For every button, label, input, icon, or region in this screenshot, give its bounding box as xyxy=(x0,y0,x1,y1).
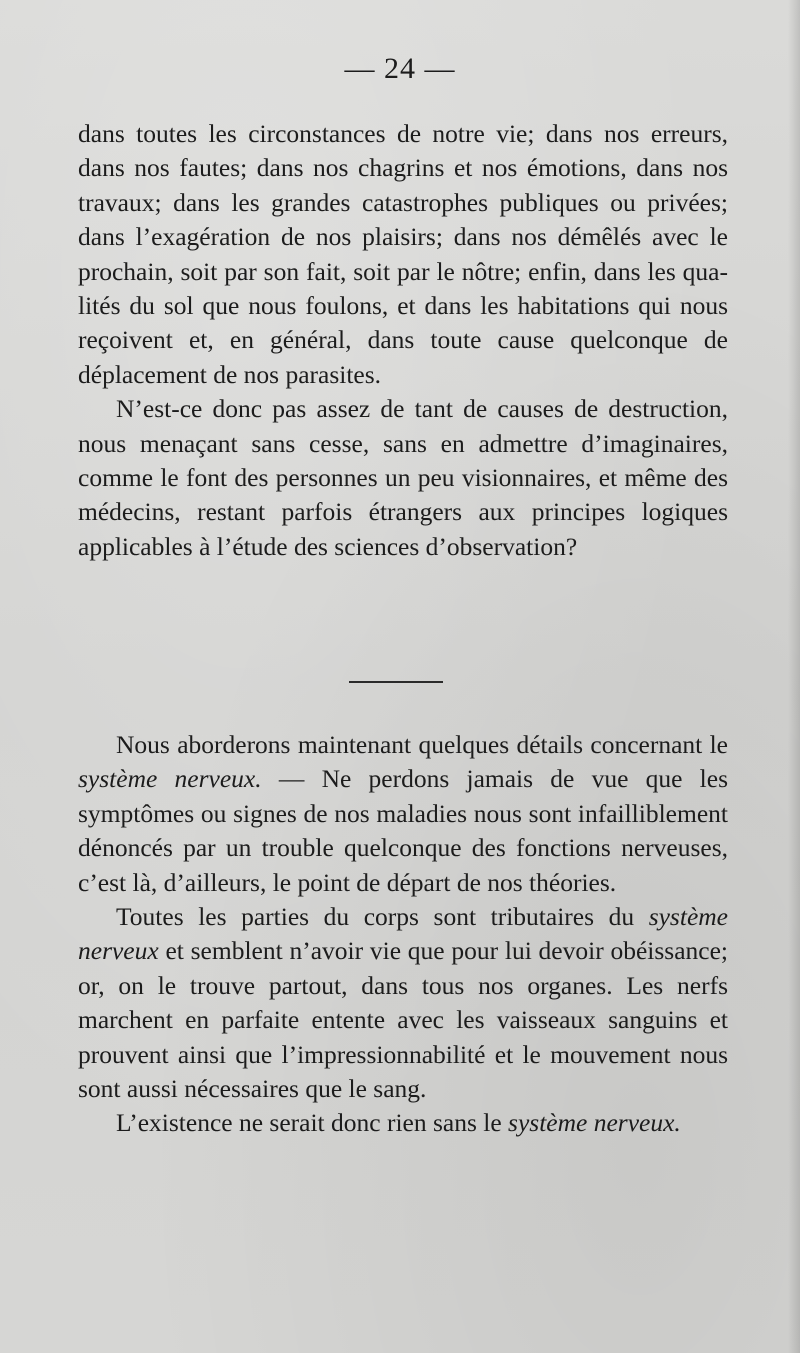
text-run: et semblent n’avoir vie que pour lui devoir obéissance; or, on le trouve partout, dans tous nos organes. Les nerfs marchent en parfaite entente avec les vaisseaux sanguins et prouvent ainsi que l’impressionnabilité et le mouvement nous sont aussi nécessaires que le sang. xyxy=(78,936,728,1104)
paragraph-tributaires xyxy=(78,900,728,1106)
text-run: Nous aborderons maintenant quelques détails concernant le xyxy=(116,730,728,759)
italic-term: système nerveux xyxy=(78,902,728,966)
text-run: Toutes les parties du corps sont tributaires du xyxy=(116,902,649,932)
text-run: — Ne perdons jamais de vue que les symptômes ou signes de nos maladies nous sont infailliblement dénoncés par un trouble quelconque des fonctions nerveuses, c’est là, d’ailleurs, le point de départ de nos théories. xyxy=(78,764,729,897)
paragraph-existence xyxy=(78,1106,728,1140)
italic-term: système nerveux. xyxy=(78,764,262,794)
text-run: L’existence ne serait donc rien sans le xyxy=(116,1108,509,1138)
text-section-1 xyxy=(78,117,728,564)
paragraph-systeme-nerveux xyxy=(78,728,728,900)
paragraph-continuation: dans toutes les circonstances de notre vie; dans nos erreurs, dans nos fautes; dans nos chagrins et nos émotions, dans nos travaux; dans les grandes catastrophes publiques ou privées; dans l’exagération de nos plaisirs; dans nos démêlés avec le prochain, soit par son fait, soit par le nôtre; enfin, dans les qualités du sol que nous foulons, et dans les habitations qui nous reçoivent et, en général, dans toute cause quelconque de déplacement de nos parasites. xyxy=(78,119,728,389)
page-number: — 24 — xyxy=(344,52,456,85)
page-edge-shadow xyxy=(788,0,800,1353)
text-section-2 xyxy=(78,728,728,1141)
paragraph-destruction: N’est-ce donc pas assez de tant de causes de destruction, nous menaçant sans cesse, sans en admettre d’imaginaires, comme le font des personnes un peu visionnaires, et même des médecins, restant parfois étrangers aux principes logiques applicables à l’étude des sciences d’observation? xyxy=(78,394,728,561)
section-separator-rule xyxy=(349,681,443,683)
italic-term: système nerveux. xyxy=(508,1108,681,1138)
